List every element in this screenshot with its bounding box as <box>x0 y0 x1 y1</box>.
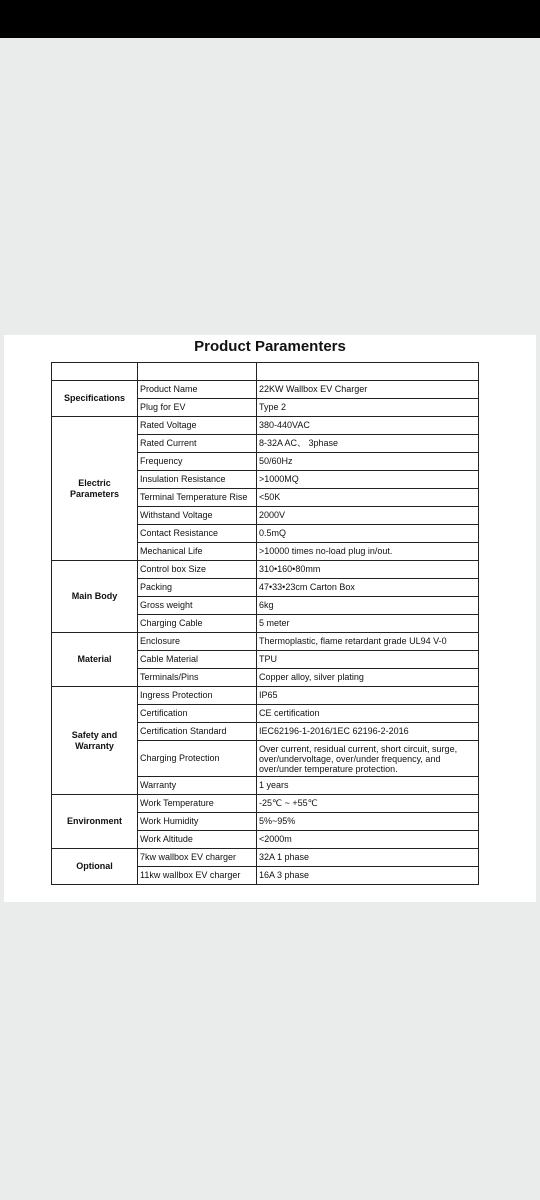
spec-table <box>51 362 479 885</box>
param-value: 32A 1 phase <box>257 849 479 867</box>
status-bar <box>0 0 540 38</box>
param-label: Charging Cable <box>138 615 257 633</box>
table-row <box>52 417 479 435</box>
param-label: Warranty <box>138 777 257 795</box>
param-label: 7kw wallbox EV charger <box>138 849 257 867</box>
table-row <box>52 633 479 651</box>
param-label: Certification <box>138 705 257 723</box>
param-label: Work Humidity <box>138 813 257 831</box>
param-value: 22KW Wallbox EV Charger <box>257 381 479 399</box>
param-value: -25℃ ~ +55℃ <box>257 795 479 813</box>
table-row <box>52 795 479 813</box>
header-row <box>52 363 479 381</box>
param-value: 380-440VAC <box>257 417 479 435</box>
param-value: 50/60Hz <box>257 453 479 471</box>
param-label: 11kw wallbox EV charger <box>138 867 257 885</box>
spec-card <box>4 335 536 902</box>
param-value: 2000V <box>257 507 479 525</box>
param-value: 16A 3 phase <box>257 867 479 885</box>
param-value: IEC62196-1-2016/1EC 62196-2-2016 <box>257 723 479 741</box>
param-value: >1000MQ <box>257 471 479 489</box>
param-label: Terminal Temperature Rise <box>138 489 257 507</box>
param-value: 310•160•80mm <box>257 561 479 579</box>
param-label: Terminals/Pins <box>138 669 257 687</box>
category-cell: Optional <box>52 849 138 885</box>
param-label: Control box Size <box>138 561 257 579</box>
param-value: Copper alloy, silver plating <box>257 669 479 687</box>
param-label: Charging Protection <box>138 741 257 777</box>
table-row <box>52 561 479 579</box>
param-value: Thermoplastic, flame retardant grade UL94 V-0 <box>257 633 479 651</box>
param-label: Plug for EV <box>138 399 257 417</box>
category-cell: Main Body <box>52 561 138 633</box>
param-value: 47•33•23cm Carton Box <box>257 579 479 597</box>
category-cell: Material <box>52 633 138 687</box>
header-cell <box>138 363 257 381</box>
category-cell: Electric Parameters <box>52 417 138 561</box>
param-value: <2000m <box>257 831 479 849</box>
table-row <box>52 687 479 705</box>
param-value: TPU <box>257 651 479 669</box>
header-cell <box>52 363 138 381</box>
param-value: 5%~95% <box>257 813 479 831</box>
param-value: Type 2 <box>257 399 479 417</box>
param-value: IP65 <box>257 687 479 705</box>
param-value: 1 years <box>257 777 479 795</box>
param-label: Insulation Resistance <box>138 471 257 489</box>
param-value: 5 meter <box>257 615 479 633</box>
param-value: >10000 times no-load plug in/out. <box>257 543 479 561</box>
param-label: Gross weight <box>138 597 257 615</box>
param-label: Cable Material <box>138 651 257 669</box>
page-title: Product Paramenters <box>194 338 346 355</box>
category-cell: Safety and Warranty <box>52 687 138 795</box>
param-value: 8-32A AC、 3phase <box>257 435 479 453</box>
param-label: Ingress Protection <box>138 687 257 705</box>
param-value: CE certification <box>257 705 479 723</box>
table-row <box>52 381 479 399</box>
param-value: Over current, residual current, short circuit, surge, over/undervoltage, over/under frequency, and over/under temperature protection. <box>257 741 479 777</box>
param-value: 6kg <box>257 597 479 615</box>
param-label: Certification Standard <box>138 723 257 741</box>
param-label: Work Temperature <box>138 795 257 813</box>
param-label: Rated Voltage <box>138 417 257 435</box>
param-label: Rated Current <box>138 435 257 453</box>
header-cell <box>257 363 479 381</box>
param-label: Frequency <box>138 453 257 471</box>
table-row <box>52 849 479 867</box>
param-label: Product Name <box>138 381 257 399</box>
param-label: Mechanical Life <box>138 543 257 561</box>
param-label: Withstand Voltage <box>138 507 257 525</box>
param-label: Contact Resistance <box>138 525 257 543</box>
category-cell: Environment <box>52 795 138 849</box>
param-label: Enclosure <box>138 633 257 651</box>
param-value: 0.5mQ <box>257 525 479 543</box>
param-value: <50K <box>257 489 479 507</box>
param-label: Work Altitude <box>138 831 257 849</box>
param-label: Packing <box>138 579 257 597</box>
category-cell: Specifications <box>52 381 138 417</box>
